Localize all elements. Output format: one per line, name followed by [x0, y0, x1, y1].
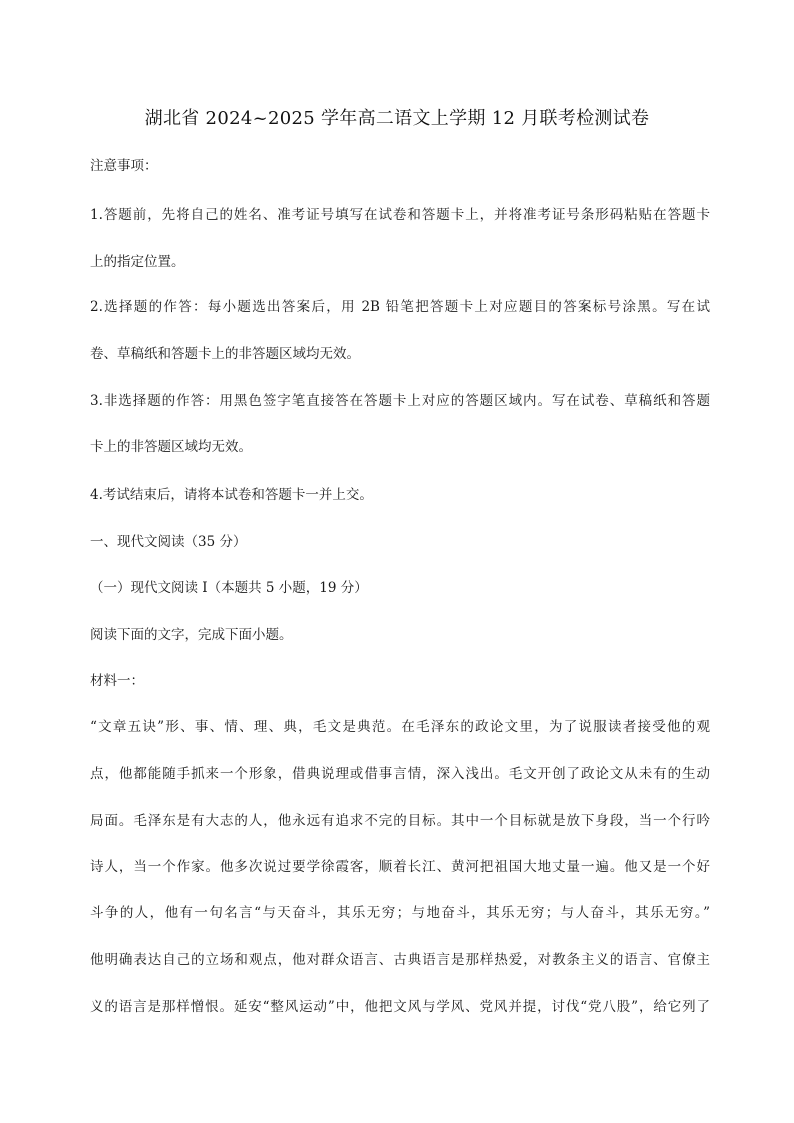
passage-line: 他明确表达自己的立场和观点，他对群众语言、古典语言是那样热爱，对教条主义的语言、官僚主	[90, 952, 710, 968]
subsection-heading: （一）现代文阅读 I（本题共 5 小题，19 分）	[90, 580, 368, 596]
page-title: 湖北省 2024~2025 学年高二语文上学期 12 月联考检测试卷	[144, 108, 650, 129]
notice-line: 卷、草稿纸和答题卡上的非答题区域均无效。	[90, 346, 360, 362]
notice-line: 卡上的非答题区域均无效。	[90, 439, 252, 455]
notice-line: 1.答题前，先将自己的姓名、准考证号填写在试卷和答题卡上，并将准考证号条形码粘贴在答题卡	[90, 207, 710, 223]
passage-line: 点，他都能随手抓来一个形象，借典说理或借事言情，深入浅出。毛文开创了政论文从未有的生动	[90, 766, 710, 782]
section-heading: 一、现代文阅读（35 分）	[90, 534, 247, 550]
material-label: 材料一：	[90, 673, 144, 689]
instruction-text: 阅读下面的文字，完成下面小题。	[90, 627, 293, 643]
notice-line: 上的指定位置。	[90, 254, 185, 270]
passage-line: 义的语言是那样憎恨。延安“整风运动”中，他把文风与学风、党风并提，讨伐“党八股”，给它列了	[90, 999, 710, 1015]
notice-line: 2.选择题的作答：每小题选出答案后，用 2B 铅笔把答题卡上对应题目的答案标号涂黑。写在试	[90, 299, 710, 315]
passage-line: 局面。毛泽东是有大志的人，他永远有追求不完的目标。其中一个目标就是放下身段，当一个行吟	[90, 813, 710, 829]
passage-line: 诗人，当一个作家。他多次说过要学徐霞客，顺着长江、黄河把祖国大地丈量一遍。他又是一个好	[90, 859, 710, 875]
notice-line: 4.考试结束后，请将本试卷和答题卡一并上交。	[90, 487, 373, 503]
notice-heading: 注意事项：	[90, 158, 158, 174]
passage-line: “文章五诀”形、事、情、理、典，毛文是典范。在毛泽东的政论文里，为了说服读者接受他的观	[90, 719, 710, 735]
notice-line: 3.非选择题的作答：用黑色签字笔直接答在答题卡上对应的答题区域内。写在试卷、草稿纸和答题	[90, 393, 710, 409]
passage-line: 斗争的人，他有一句名言“与天奋斗，其乐无穷；与地奋斗，其乐无穷；与人奋斗，其乐无穷。”	[90, 905, 710, 921]
